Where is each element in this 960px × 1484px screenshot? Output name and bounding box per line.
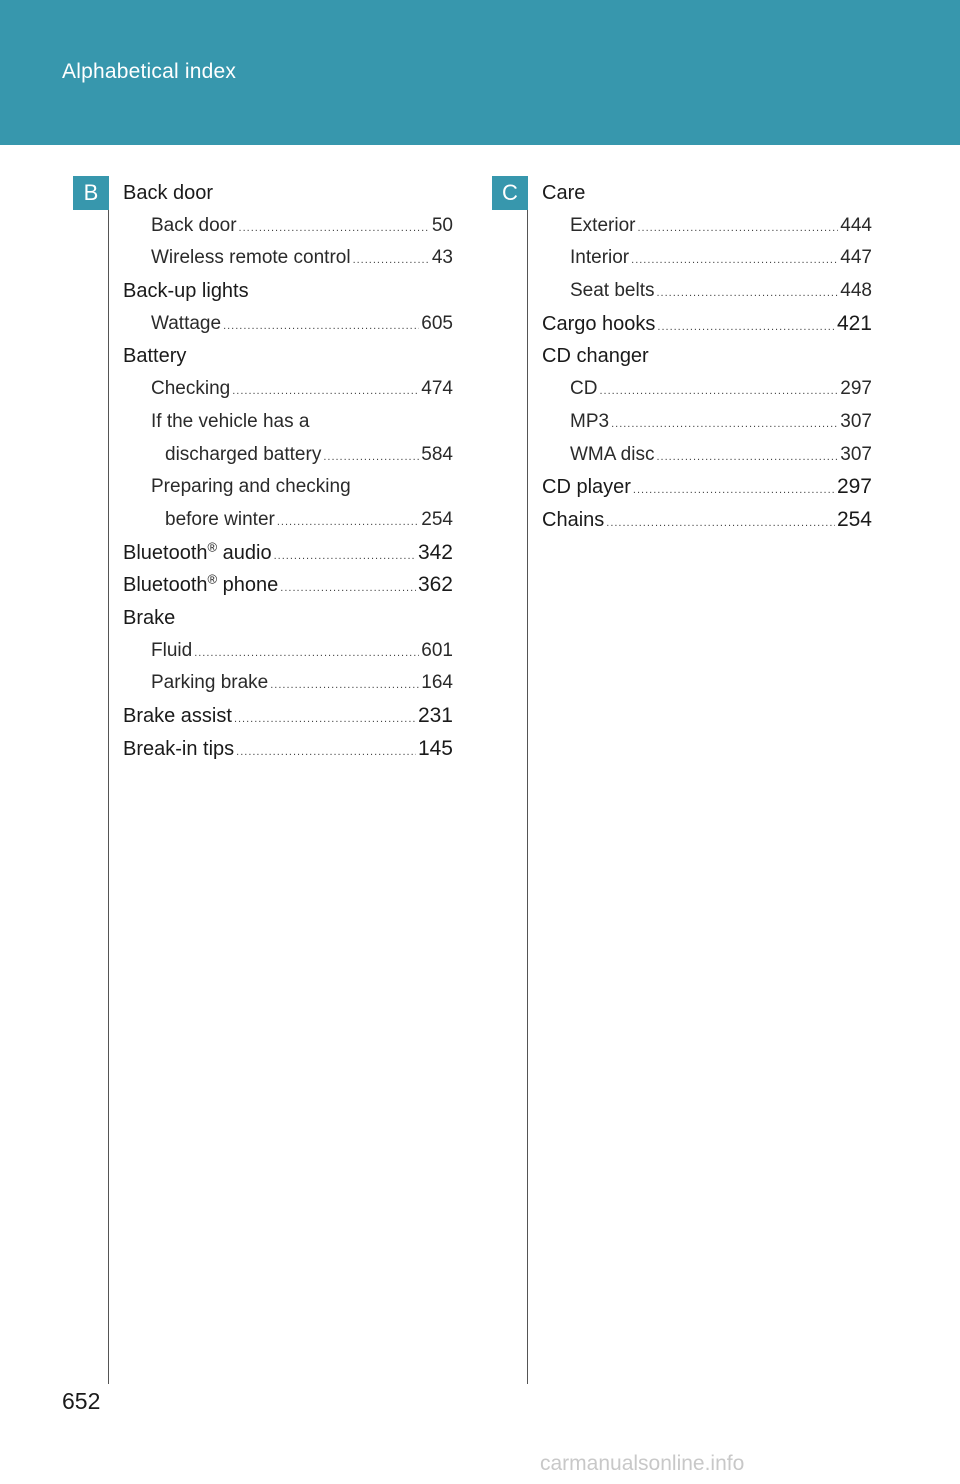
index-entry[interactable] [542,242,872,275]
entry-label [151,667,268,700]
leader-dots [599,375,838,408]
entry-label-suffix: phone [217,574,279,597]
entry-page-number: 254 [836,507,872,531]
registered-mark: ® [207,538,218,554]
entry-label [151,406,309,439]
entry-label-text: Care [542,182,586,204]
entry-page-number: 145 [417,736,453,760]
entry-label [123,340,186,373]
index-entry[interactable] [123,635,453,668]
section-letter-c: C [492,176,528,210]
entry-label [570,275,655,308]
entry-label [151,210,237,243]
entry-page-number: 297 [840,378,872,400]
leader-dots [323,441,419,474]
index-entry[interactable] [123,667,453,700]
index-entry[interactable] [542,439,872,472]
leader-dots [277,506,419,539]
header-title: Alphabetical index [62,60,237,83]
entry-label-text: Brake [123,606,176,629]
leader-dots [633,474,835,507]
entry-page-number: 448 [840,280,872,302]
entry-label [123,569,278,602]
entry-page-number: 421 [836,311,872,335]
index-entry[interactable] [123,373,453,406]
entry-label-text: Brake assist [123,705,232,727]
entry-page-number: 231 [417,704,453,727]
entry-label-text: WMA disc [570,443,655,465]
entry-page-number: 447 [840,247,872,269]
entry-label [165,439,321,472]
leader-dots [236,736,416,769]
index-entry[interactable] [123,504,453,537]
index-entry[interactable] [123,340,453,373]
index-entry[interactable] [123,439,453,472]
leader-dots [353,244,430,277]
index-entry[interactable] [542,340,872,373]
index-column-b [123,177,453,765]
entry-page-number: 362 [417,573,453,597]
index-entry[interactable] [542,308,872,341]
index-entry[interactable] [542,471,872,504]
entry-label [151,635,192,668]
entry-page-number: 43 [431,247,453,269]
entry-label [542,504,604,537]
entry-label [123,700,232,733]
leader-dots [611,408,838,441]
index-column-c [542,177,872,537]
entry-label [570,406,609,439]
entry-label-text: Chains [542,508,605,531]
entry-label-text: Preparing and checking [151,476,351,498]
page-number: 652 [62,1388,101,1414]
entry-label-text: Back-up lights [123,280,249,303]
entry-page-number: 584 [421,443,453,465]
leader-dots [637,212,838,245]
index-entry[interactable] [542,373,872,406]
index-entry[interactable] [542,177,872,210]
column-rule-left [108,178,109,1384]
leader-dots [280,572,416,605]
entry-label [542,177,585,210]
entry-page-number: 444 [840,214,872,236]
leader-dots [194,637,419,670]
index-entry[interactable] [123,242,453,275]
entry-label-text: CD changer [542,345,649,368]
leader-dots [274,540,416,573]
entry-label-text: Battery [123,345,187,368]
entry-label [151,471,351,504]
index-entry[interactable] [123,569,453,602]
leader-dots [631,244,838,277]
entry-label-text: Fluid [151,639,193,661]
entry-page-number: 342 [417,540,453,564]
entry-label-text: Wattage [151,312,222,334]
index-entry[interactable] [123,275,453,308]
leader-dots [232,375,419,408]
index-entry[interactable] [123,700,453,733]
entry-page-number: 601 [421,639,453,661]
entry-label [123,275,249,308]
entry-label [542,308,655,341]
entry-page-number: 164 [421,672,453,694]
watermark: carmanualsonline.info [540,1452,745,1475]
leader-dots [606,507,835,540]
entry-label [570,210,635,243]
entry-label-text: CD player [542,476,631,499]
entry-label-text: Wireless remote control [151,247,351,269]
leader-dots [657,277,839,310]
entry-label-text: Exterior [570,214,636,236]
registered-mark: ® [207,571,218,587]
entry-label-text: Bluetooth [123,574,208,597]
entry-label [542,471,631,504]
entry-label-text: discharged battery [165,443,322,465]
entry-label-text: Parking brake [151,672,269,694]
entry-page-number: 474 [421,378,453,400]
index-entry[interactable] [123,602,453,635]
section-letter-b: B [73,176,109,210]
index-entry[interactable] [123,308,453,341]
entry-label [123,602,175,635]
leader-dots [239,212,430,245]
entry-label [123,537,272,570]
index-entry[interactable] [123,733,453,766]
index-entry[interactable] [542,210,872,243]
index-entry[interactable] [123,471,453,504]
entry-label-text: Bluetooth [123,541,208,564]
entry-label [151,308,221,341]
entry-label [165,504,275,537]
entry-page-number: 307 [840,443,872,465]
page-header [0,0,960,145]
index-entry[interactable] [123,210,453,243]
entry-label-text: If the vehicle has a [151,410,310,432]
entry-page-number: 254 [421,508,453,530]
entry-label-text: Back door [123,182,214,204]
leader-dots [223,310,419,343]
index-entry[interactable] [542,275,872,308]
entry-page-number: 50 [431,214,453,236]
entry-page-number: 605 [421,312,453,334]
index-entry[interactable] [123,177,453,210]
entry-label [570,242,629,275]
entry-label [542,340,649,373]
entry-label [151,242,351,275]
index-entry[interactable] [123,406,453,439]
entry-page-number: 297 [836,475,872,499]
entry-label-text: Interior [570,247,630,269]
entry-label-text: Seat belts [570,280,655,302]
entry-label [123,733,234,766]
leader-dots [270,669,419,702]
entry-label-text: Cargo hooks [542,312,656,335]
entry-label-text: Back door [151,214,237,236]
index-entry[interactable] [542,504,872,537]
entry-label [570,439,654,472]
entry-label-text: Break-in tips [123,737,235,760]
index-entry[interactable] [542,406,872,439]
entry-label [123,177,213,210]
entry-label [570,373,597,406]
entry-label-suffix: audio [217,541,272,564]
leader-dots [656,441,838,474]
entry-label-text: Checking [151,378,231,400]
entry-page-number: 307 [840,410,872,432]
entry-label-text: CD [570,378,598,400]
index-entry[interactable] [123,537,453,570]
leader-dots [657,311,835,344]
column-rule-right [527,178,528,1384]
entry-label-text: MP3 [570,410,610,432]
entry-label-text: before winter [165,508,275,530]
leader-dots [234,703,416,736]
entry-label [151,373,230,406]
